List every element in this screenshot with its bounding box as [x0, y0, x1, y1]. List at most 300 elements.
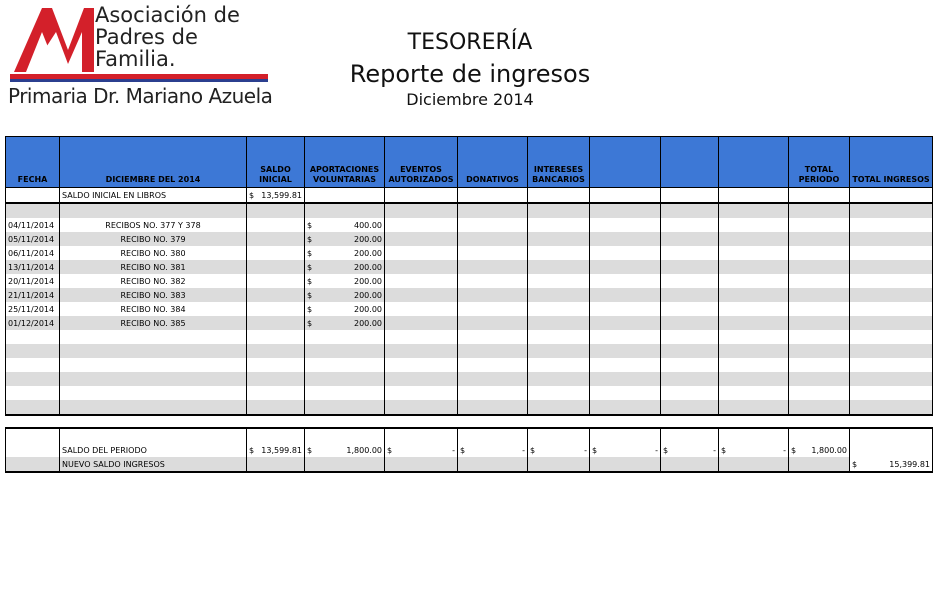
- table-cell: [789, 443, 850, 457]
- table-row: [6, 428, 933, 443]
- currency-symbol: $: [307, 304, 313, 314]
- table-cell: [6, 400, 60, 415]
- table-cell: [719, 246, 789, 260]
- new-income-balance: [852, 460, 930, 469]
- table-cell: [528, 344, 590, 358]
- table-cell: [385, 428, 458, 443]
- amount-value: 400.00: [354, 220, 382, 230]
- table-cell: [305, 274, 385, 288]
- table-cell: [850, 203, 933, 218]
- table-cell: [247, 203, 305, 218]
- table-cell: [6, 188, 60, 204]
- table-cell: [789, 358, 850, 372]
- table-cell: [590, 260, 661, 274]
- table-cell: [247, 428, 305, 443]
- currency-symbol: $: [530, 445, 536, 455]
- receipt-amount: [307, 263, 382, 272]
- table-cell: [6, 372, 60, 386]
- amount-value: 200.00: [354, 318, 382, 328]
- table-cell: [661, 400, 719, 415]
- table-cell: RECIBO NO. 379: [60, 232, 247, 246]
- table-cell: [305, 358, 385, 372]
- table-cell: [528, 428, 590, 443]
- amount-value: -: [452, 445, 455, 455]
- table-cell: [719, 330, 789, 344]
- table-cell: [385, 400, 458, 415]
- table-cell: [789, 203, 850, 218]
- table-cell: [458, 288, 528, 302]
- receipt-row: [6, 260, 933, 274]
- table-row: [6, 386, 933, 400]
- table-cell: [590, 372, 661, 386]
- currency-symbol: $: [791, 445, 797, 455]
- amount-value: -: [783, 445, 786, 455]
- table-cell: [661, 288, 719, 302]
- table-cell: [661, 457, 719, 472]
- period-initial-balance: [249, 446, 302, 455]
- table-cell: [458, 443, 528, 457]
- table-cell: [6, 443, 60, 457]
- table-cell: [661, 188, 719, 204]
- table-cell: [789, 344, 850, 358]
- table-cell: [60, 428, 247, 443]
- table-cell: [305, 232, 385, 246]
- table-cell: [247, 386, 305, 400]
- table-cell: [661, 302, 719, 316]
- period-empty-amount: [721, 446, 786, 455]
- table-cell: [528, 274, 590, 288]
- table-cell: [590, 457, 661, 472]
- table-cell: [6, 344, 60, 358]
- table-cell: RECIBO NO. 380: [60, 246, 247, 260]
- table-cell: [719, 274, 789, 288]
- currency-symbol: $: [307, 445, 313, 455]
- currency-symbol: $: [307, 248, 313, 258]
- table-cell: [60, 358, 247, 372]
- table-cell: [305, 246, 385, 260]
- currency-symbol: $: [307, 234, 313, 244]
- table-cell: [6, 457, 60, 472]
- table-cell: [850, 288, 933, 302]
- period-empty-amount: [592, 446, 658, 455]
- table-cell: [719, 218, 789, 232]
- table-cell: [789, 457, 850, 472]
- table-cell: RECIBO NO. 385: [60, 316, 247, 330]
- period-contributions: [307, 446, 382, 455]
- column-header: [458, 137, 528, 188]
- table-cell: [590, 232, 661, 246]
- header-row: [6, 137, 933, 188]
- table-cell: [590, 302, 661, 316]
- amount-value: -: [655, 445, 658, 455]
- table-cell: [247, 188, 305, 204]
- table-cell: [385, 457, 458, 472]
- table-cell: [305, 386, 385, 400]
- table-cell: [719, 302, 789, 316]
- period-empty-amount: [460, 446, 525, 455]
- table-cell: [719, 358, 789, 372]
- table-cell: [458, 400, 528, 415]
- table-cell: [247, 372, 305, 386]
- table-cell: [528, 232, 590, 246]
- table-cell: [60, 372, 247, 386]
- table-cell: [661, 218, 719, 232]
- table-cell: [60, 344, 247, 358]
- table-cell: [385, 330, 458, 344]
- table-cell: [719, 316, 789, 330]
- table-cell: [719, 428, 789, 443]
- table-cell: [789, 372, 850, 386]
- table-cell: [661, 260, 719, 274]
- amount-value: 200.00: [354, 276, 382, 286]
- table-cell: [850, 443, 933, 457]
- organization-name: [95, 4, 240, 70]
- column-header: [6, 137, 60, 188]
- currency-symbol: $: [721, 445, 727, 455]
- table-cell: [789, 188, 850, 204]
- table-row: [6, 400, 933, 415]
- table-cell: SALDO INICIAL EN LIBROS: [60, 188, 247, 204]
- table-cell: [247, 302, 305, 316]
- period-empty-amount: [663, 446, 716, 455]
- table-cell: [528, 358, 590, 372]
- table-cell: [247, 330, 305, 344]
- table-row: [6, 358, 933, 372]
- receipt-amount: [307, 305, 382, 314]
- table-cell: [719, 288, 789, 302]
- table-cell: [789, 260, 850, 274]
- table-cell: [590, 188, 661, 204]
- table-cell: [458, 302, 528, 316]
- table-cell: SALDO DEL PERIODO: [60, 443, 247, 457]
- table-cell: [528, 218, 590, 232]
- table-cell: [719, 203, 789, 218]
- column-header-text: INTERESES: [533, 165, 584, 174]
- table-cell: [247, 457, 305, 472]
- table-cell: 25/11/2014: [6, 302, 60, 316]
- table-cell: 20/11/2014: [6, 274, 60, 288]
- currency-symbol: $: [249, 445, 255, 455]
- table-cell: [6, 203, 60, 218]
- table-cell: [528, 330, 590, 344]
- table-cell: [719, 344, 789, 358]
- table-cell: [247, 400, 305, 415]
- table-cell: [458, 246, 528, 260]
- table-cell: [661, 203, 719, 218]
- receipt-row: [6, 316, 933, 330]
- amount-value: -: [713, 445, 716, 455]
- table-cell: [719, 188, 789, 204]
- receipt-amount: [307, 319, 382, 328]
- column-header-text: INICIAL: [259, 175, 292, 184]
- amount-value: 1,800.00: [346, 445, 382, 455]
- table-cell: [458, 232, 528, 246]
- table-cell: 05/11/2014: [6, 232, 60, 246]
- table-cell: [458, 218, 528, 232]
- table-cell: [590, 218, 661, 232]
- table-cell: [850, 316, 933, 330]
- table-cell: 06/11/2014: [6, 246, 60, 260]
- column-header-text: AUTORIZADOS: [388, 175, 454, 184]
- column-header-text: SALDO: [260, 165, 291, 174]
- table-cell: [247, 358, 305, 372]
- summary-table: [5, 427, 933, 473]
- table-cell: [247, 316, 305, 330]
- table-cell: [590, 358, 661, 372]
- table-cell: [305, 203, 385, 218]
- table-cell: [385, 358, 458, 372]
- column-header-text: TOTAL: [804, 165, 834, 174]
- table-cell: [528, 288, 590, 302]
- table-cell: [719, 372, 789, 386]
- table-cell: [385, 188, 458, 204]
- report-title: Reporte de ingresos: [349, 60, 591, 88]
- table-cell: [458, 274, 528, 288]
- table-cell: [789, 274, 850, 288]
- currency-symbol: $: [852, 459, 858, 469]
- table-cell: [247, 288, 305, 302]
- table-row: [6, 344, 933, 358]
- table-cell: [60, 386, 247, 400]
- table-cell: [458, 372, 528, 386]
- receipt-amount: [307, 221, 382, 230]
- table-cell: [850, 400, 933, 415]
- amount-value: 200.00: [354, 290, 382, 300]
- amount-value: 1,800.00: [811, 445, 847, 455]
- table-cell: [385, 203, 458, 218]
- currency-symbol: $: [249, 190, 255, 200]
- amount-value: 200.00: [354, 248, 382, 258]
- table-cell: RECIBO NO. 382: [60, 274, 247, 288]
- table-cell: [789, 302, 850, 316]
- column-header: [850, 137, 933, 188]
- table-cell: [458, 188, 528, 204]
- column-header-text: FECHA: [17, 175, 48, 184]
- table-cell: [528, 386, 590, 400]
- table-row: [6, 188, 933, 204]
- period-empty-amount: [530, 446, 587, 455]
- table-cell: [789, 316, 850, 330]
- currency-symbol: $: [663, 445, 669, 455]
- table-cell: [850, 386, 933, 400]
- period-empty-amount: [387, 446, 455, 455]
- receipt-amount: [307, 277, 382, 286]
- table-cell: [305, 372, 385, 386]
- table-cell: [305, 302, 385, 316]
- table-cell: [719, 457, 789, 472]
- amount-value: 13,599.81: [261, 445, 302, 455]
- new-balance-row: [6, 457, 933, 472]
- table-cell: [590, 428, 661, 443]
- table-cell: [247, 232, 305, 246]
- table-cell: 21/11/2014: [6, 288, 60, 302]
- table-cell: [850, 260, 933, 274]
- table-cell: [305, 330, 385, 344]
- table-cell: [528, 302, 590, 316]
- table-cell: [661, 358, 719, 372]
- receipt-amount: [307, 291, 382, 300]
- period-balance-row: [6, 443, 933, 457]
- table-cell: 13/11/2014: [6, 260, 60, 274]
- column-header: [60, 137, 247, 188]
- table-row: [6, 203, 933, 218]
- table-cell: [789, 400, 850, 415]
- receipt-row: [6, 288, 933, 302]
- table-cell: [719, 386, 789, 400]
- table-cell: [305, 344, 385, 358]
- table-cell: [60, 330, 247, 344]
- table-cell: [850, 274, 933, 288]
- table-cell: [590, 246, 661, 260]
- table-cell: [719, 400, 789, 415]
- currency-symbol: $: [460, 445, 466, 455]
- table-cell: [458, 330, 528, 344]
- table-cell: [458, 260, 528, 274]
- table-cell: RECIBO NO. 384: [60, 302, 247, 316]
- table-cell: [850, 330, 933, 344]
- column-header-text: DONATIVOS: [466, 175, 519, 184]
- column-header-text: BANCARIOS: [532, 175, 585, 184]
- amount-value: 200.00: [354, 262, 382, 272]
- table-cell: [458, 428, 528, 443]
- table-cell: [6, 330, 60, 344]
- column-header: [789, 137, 850, 188]
- table-cell: [247, 443, 305, 457]
- currency-symbol: $: [592, 445, 598, 455]
- receipt-row: [6, 274, 933, 288]
- amount-value: 13,599.81: [261, 190, 302, 200]
- table-cell: [661, 428, 719, 443]
- table-cell: [789, 246, 850, 260]
- table-cell: [850, 428, 933, 443]
- currency-symbol: $: [307, 262, 313, 272]
- table-cell: [850, 344, 933, 358]
- receipt-row: [6, 246, 933, 260]
- column-header-text: DICIEMBRE DEL 2014: [105, 175, 201, 184]
- table-cell: [719, 232, 789, 246]
- table-cell: [305, 218, 385, 232]
- table-cell: [305, 288, 385, 302]
- table-cell: [247, 246, 305, 260]
- period-total: [791, 446, 847, 455]
- table-cell: [528, 372, 590, 386]
- table-cell: [661, 232, 719, 246]
- table-cell: [528, 260, 590, 274]
- table-cell: RECIBOS NO. 377 Y 378: [60, 218, 247, 232]
- column-header: [661, 137, 719, 188]
- table-cell: [590, 203, 661, 218]
- table-cell: [458, 358, 528, 372]
- currency-symbol: $: [307, 220, 313, 230]
- table-cell: [590, 344, 661, 358]
- table-cell: [305, 428, 385, 443]
- table-cell: [590, 288, 661, 302]
- column-header-text: VOLUNTARIAS: [313, 175, 376, 184]
- table-cell: [850, 457, 933, 472]
- column-header: [528, 137, 590, 188]
- currency-symbol: $: [307, 318, 313, 328]
- table-cell: [661, 372, 719, 386]
- table-cell: [850, 358, 933, 372]
- table-cell: [850, 246, 933, 260]
- table-cell: [385, 443, 458, 457]
- currency-symbol: $: [307, 290, 313, 300]
- receipt-amount: [307, 235, 382, 244]
- table-cell: [305, 443, 385, 457]
- income-table: [5, 136, 933, 430]
- table-cell: [719, 260, 789, 274]
- column-header: [305, 137, 385, 188]
- table-cell: [385, 386, 458, 400]
- table-cell: [661, 344, 719, 358]
- table-cell: [385, 274, 458, 288]
- table-cell: [850, 302, 933, 316]
- table-cell: [385, 316, 458, 330]
- table-cell: [661, 443, 719, 457]
- table-cell: [661, 330, 719, 344]
- table-cell: [458, 344, 528, 358]
- table-cell: [850, 372, 933, 386]
- table-cell: [385, 288, 458, 302]
- amount-value: -: [522, 445, 525, 455]
- receipt-row: [6, 218, 933, 232]
- column-header: [719, 137, 789, 188]
- table-cell: [458, 203, 528, 218]
- table-cell: [385, 302, 458, 316]
- org-line-1: Asociación de: [95, 3, 240, 27]
- column-header-text: EVENTOS: [400, 165, 442, 174]
- table-cell: [719, 443, 789, 457]
- table-cell: [661, 246, 719, 260]
- table-cell: [60, 203, 247, 218]
- table-cell: [305, 260, 385, 274]
- table-cell: [385, 218, 458, 232]
- table-cell: [590, 443, 661, 457]
- report-section-title: TESORERÍA: [407, 30, 533, 55]
- column-header-text: TOTAL INGRESOS: [852, 175, 930, 184]
- table-cell: [6, 386, 60, 400]
- table-cell: [305, 400, 385, 415]
- currency-symbol: $: [387, 445, 393, 455]
- table-cell: [305, 316, 385, 330]
- table-cell: 01/12/2014: [6, 316, 60, 330]
- column-header: [247, 137, 305, 188]
- table-cell: [528, 443, 590, 457]
- table-cell: [789, 386, 850, 400]
- column-header: [385, 137, 458, 188]
- table-cell: [528, 316, 590, 330]
- table-cell: [789, 428, 850, 443]
- table-cell: [590, 274, 661, 288]
- table-cell: [590, 386, 661, 400]
- table-cell: [385, 260, 458, 274]
- table-cell: [528, 203, 590, 218]
- currency-symbol: $: [307, 276, 313, 286]
- table-cell: [247, 260, 305, 274]
- table-cell: 04/11/2014: [6, 218, 60, 232]
- table-cell: [247, 344, 305, 358]
- table-cell: [6, 428, 60, 443]
- table-cell: [789, 218, 850, 232]
- table-cell: [528, 457, 590, 472]
- column-header: [590, 137, 661, 188]
- amount-value: -: [584, 445, 587, 455]
- table-cell: [661, 386, 719, 400]
- table-cell: [661, 274, 719, 288]
- org-line-3: Familia.: [95, 47, 176, 71]
- table-cell: [305, 457, 385, 472]
- table-cell: [789, 288, 850, 302]
